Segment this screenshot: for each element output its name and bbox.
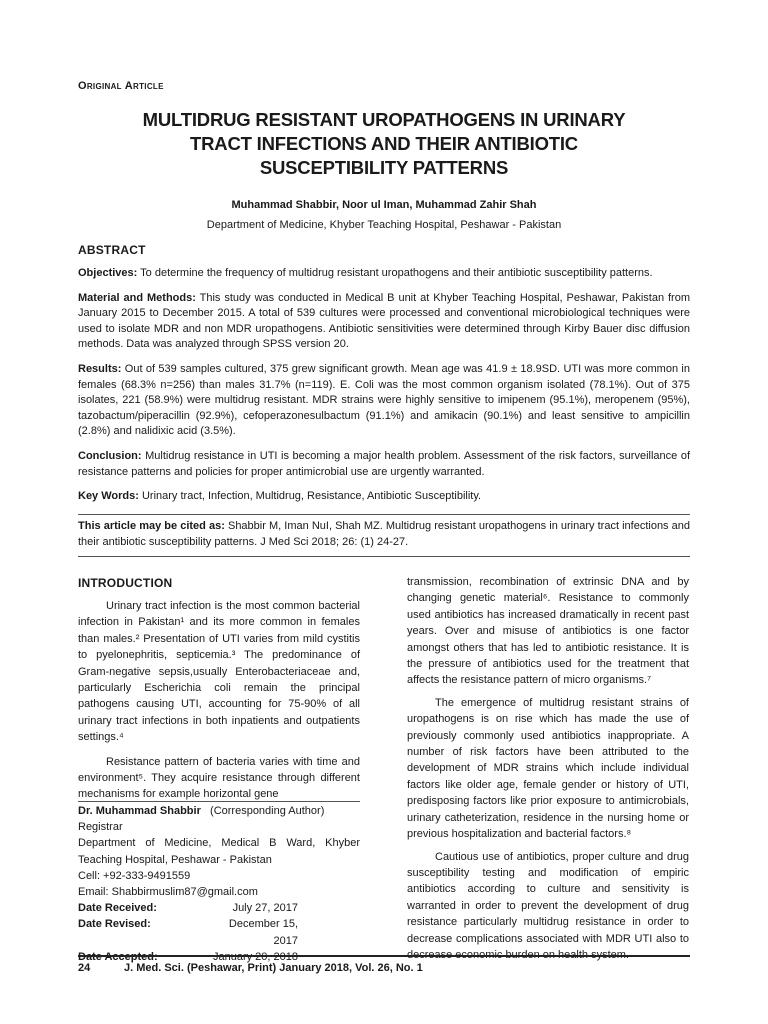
page-footer <box>78 962 423 974</box>
date-revised: Date Revised: December 15, 2017 <box>78 918 298 947</box>
abstract-results <box>78 362 690 440</box>
article-title <box>78 108 690 180</box>
author-name: Dr. Muhammad Shabbir <box>78 805 201 817</box>
objectives-label: Objectives: <box>78 267 138 279</box>
affiliation: Department of Medicine, Khyber Teaching Hospital, Peshawar - Pakistan <box>206 219 562 231</box>
citation <box>78 519 690 550</box>
section-label: Original Article <box>78 80 164 92</box>
citation-text: Shabbir M, Iman NuI, Shah MZ. Multidrug resistant uropathogens in urinary tract infections and their antibiotic susceptibility patterns. J Med Sci 2018; 26: (1) 24-27. <box>78 520 690 548</box>
abstract-objectives <box>78 266 690 282</box>
citation-top-rule <box>78 514 690 515</box>
page-number: 24 <box>78 962 91 974</box>
intro-paragraph: transmission, recombination of extrinsic DNA and by changing genetic material⁶. Resistance to commonly used antibiotics has increased dramatically in recent past years. Over and misuse of antibiotics is one factor amongst others that has led to antibiotic resistance. It is the pressure of antibiotics used for the treatment that affects the resistance pattern of micro organisms.⁷ <box>407 576 689 687</box>
intro-paragraph: The emergence of multidrug resistant strains of uropathogens is on rise which has made the use of previously commonly used antibiotics inappropriate. A number of risk factors have been attributed to the development of MDR strains which include individual factors like older age, female gender or history of UTI, predisposing factors like prior exposure to antimicrobials, urinary catheterization, residence in the nursing home or previous hospitalization and bacterial factors.⁸ <box>407 696 689 841</box>
introduction-heading: INTRODUCTION <box>78 576 173 590</box>
correspondence-rule <box>78 801 360 802</box>
correspondence-block <box>78 803 360 965</box>
citation-bottom-rule <box>78 556 690 557</box>
results-text: Out of 539 samples cultured, 375 grew significant growth. Mean age was 41.9 ± 18.9SD. UTI was more common in females (68.3% n=256) than males 31.7% (n=119). E. Coli was the most common organism isolated (78.1%). Out of 375 isolates, 221 (58.9%) were multidrug resistant. MDR strains were highly sensitive to imipenem (95.1%), meropenem (95%), tazobactum/piperacillin (92.9%), cefoperazonesulbactum (91.1%) and amikacin (90.1%) and least sensitive to ampicillin (2.8%) and nalidixic acid (3.5%). <box>78 362 690 438</box>
abstract-body <box>78 266 690 514</box>
abstract-keywords <box>78 489 690 505</box>
title-line: MULTIDRUG RESISTANT UROPATHOGENS IN URINARY <box>142 109 626 130</box>
authors: Muhammad Shabbir, Noor ul Iman, Muhammad Zahir Shah <box>231 199 537 211</box>
abstract-heading: ABSTRACT <box>78 243 146 257</box>
abstract-methods <box>78 291 690 353</box>
methods-text: This study was conducted in Medical B unit at Khyber Teaching Hospital, Peshawar, Pakistan from January 2015 to December 2015. A total of 539 cultures were processed and conventional microbiological techniques were used to isolate MDR and non MDR uropathogens. Antibiotic sensitivities were determined through Kirby Bauer disc diffusion methods. Data was analyzed through SPSS version 20. <box>78 291 690 351</box>
citation-label: This article may be cited as: <box>78 520 225 532</box>
title-line: SUSCEPTIBILITY PATTERNS <box>259 157 509 178</box>
date-received: Date Received: July 27, 2017 <box>78 902 298 915</box>
methods-label: Material and Methods: <box>78 291 196 304</box>
intro-paragraph: Urinary tract infection is the most common bacterial infection in Pakistan¹ and its more common in females than males.² Presentation of UTI varies from mild cystitis to pyelonephritis, septicemia.³ The predominance of Gram-negative sepsis,usually Enterobacteriaceae and, particularly Escherichia coli remain the principal pathogens causing UTI, accounting for 75-90% of all urinary tract infections in both inpatients and outpatients settings.⁴ <box>78 600 360 744</box>
title-line: TRACT INFECTIONS AND THEIR ANTIBIOTIC <box>190 133 578 154</box>
keywords-text: Urinary tract, Infection, Multidrug, Resistance, Antibiotic Susceptibility. <box>138 490 482 503</box>
keywords-label: Key Words: <box>78 490 139 503</box>
results-label: Results: <box>78 362 122 375</box>
introduction-left-column <box>78 598 360 811</box>
intro-paragraph: Resistance pattern of bacteria varies with time and environment⁵. They acquire resistance through different mechanisms for example horizontal gene <box>78 755 360 801</box>
objectives-text: To determine the frequency of multidrug resistant uropathogens and their antibiotic susceptibility patterns. <box>137 267 653 279</box>
abstract-conclusion <box>78 449 690 480</box>
introduction-right-column <box>407 574 689 969</box>
conclusion-label: Conclusion: <box>78 449 142 462</box>
author-cell: Cell: +92-333-9491559 <box>78 869 191 882</box>
intro-paragraph: Cautious use of antibiotics, proper culture and drug susceptibility testing and modification of empiric antibiotics according to culture and sensitivity is warranted in order to prevent the development of drug resistance particularly multidrug resistance in order to decrease complications associated with MDR UTI also to <box>407 850 689 945</box>
footer-rule <box>78 955 690 957</box>
author-role: (Corresponding Author) <box>210 805 325 817</box>
author-title: Registrar <box>78 821 123 834</box>
author-email: Email: Shabbirmuslim87@gmail.com <box>78 886 258 899</box>
author-address: Department of Medicine, Medical B Ward, Khyber Teaching Hospital, Peshawar - Pakistan <box>78 837 360 866</box>
corresponding-author <box>78 803 360 819</box>
conclusion-text: Multidrug resistance in UTI is becoming a major health problem. Assessment of the risk factors, surveillance of resistance patterns and policies for proper antimicrobial use are urgently warranted. <box>78 449 690 478</box>
journal-citation: J. Med. Sci. (Peshawar, Print) January 2018, Vol. 26, No. 1 <box>124 962 423 974</box>
